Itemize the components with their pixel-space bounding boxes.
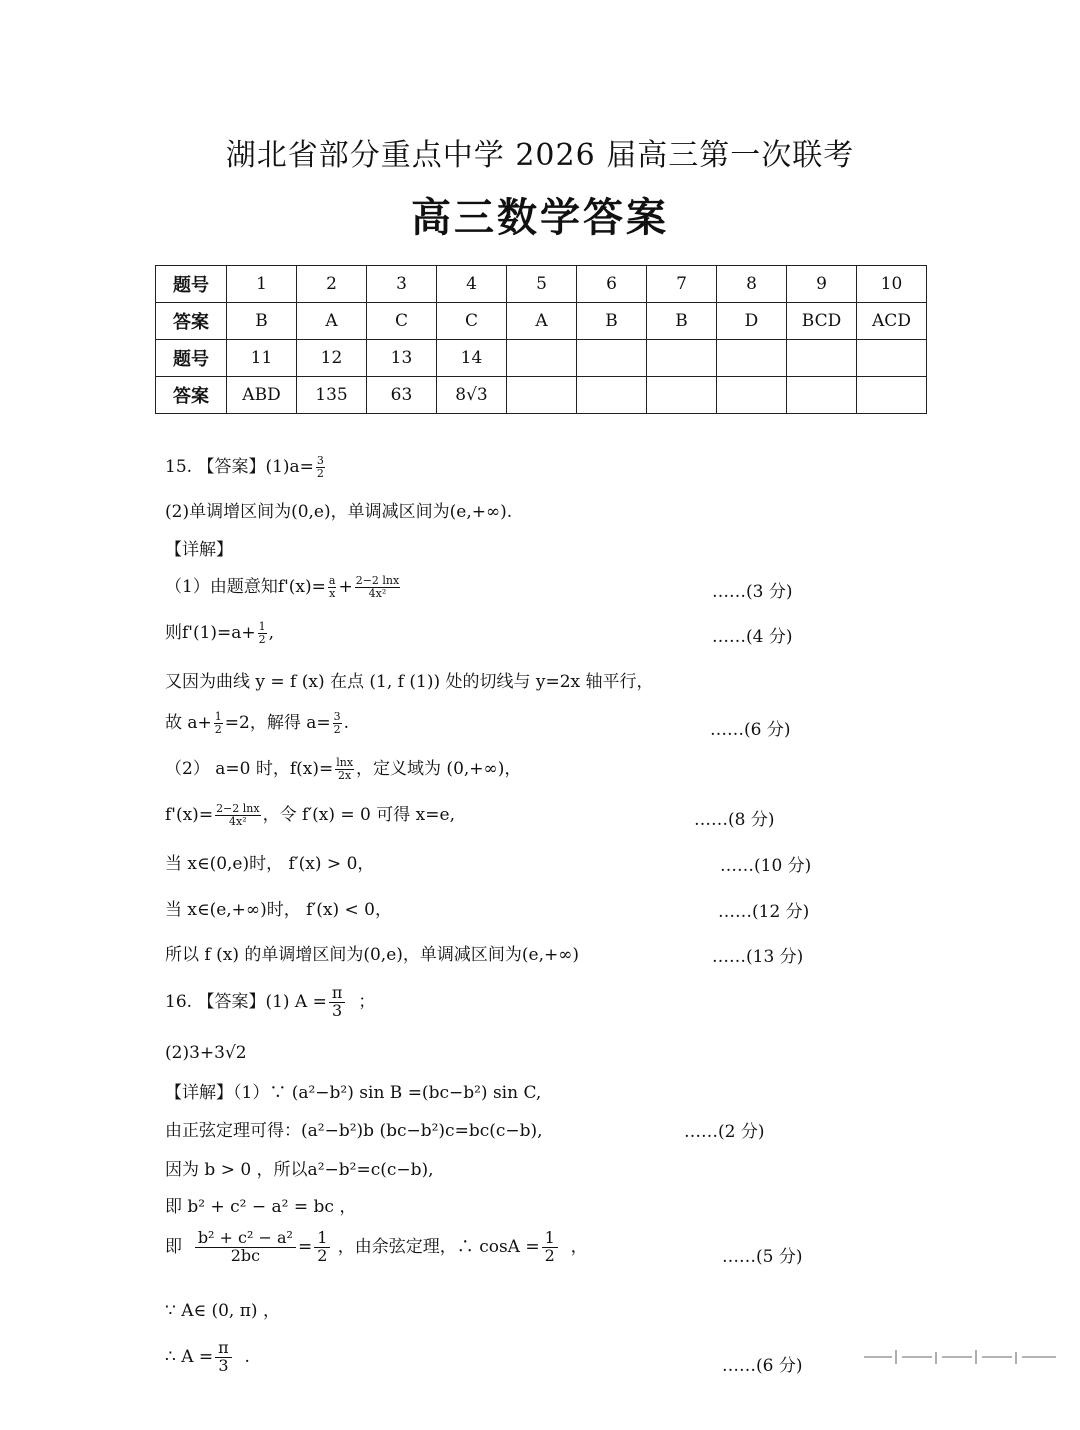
row-label-answer: 答案 (156, 377, 227, 414)
q15-step-1: （1）由题意知f'(x)= $\frac{a}{x}$ + $\frac{2-2 \ln x}{\text{4x²}}$ (165, 574, 400, 600)
answer-cell: A (297, 303, 367, 340)
fraction: $\frac{2-2 \ln x}{\text{4x²}}$ (355, 574, 400, 600)
exam-title: 湖北省部分重点中学 2026 届高三第一次联考 (225, 138, 855, 173)
fraction: $\frac{\ln x}{2x}$ (336, 756, 354, 782)
fraction: $\frac{3}{2}$ (333, 710, 341, 736)
score-points: ……(13 分) (712, 947, 804, 967)
score-points: ……(10 分) (720, 856, 812, 876)
score-points: ……(3 分) (712, 582, 793, 602)
empty-cell (507, 377, 577, 414)
answer-title: 高三数学答案 (411, 194, 669, 241)
fraction: $\frac{a}{x}$ (328, 574, 336, 600)
q15-step-4: 故 a+ $\frac{1}{2}$ =2，解得 a= $\frac{3}{2}$ . (165, 710, 350, 736)
answer-cell: B (647, 303, 717, 340)
q15-step-2: 则f'(1)=a+ $\frac{1}{2}$ , (165, 620, 275, 646)
score-points: ……(2 分) (684, 1122, 765, 1142)
q15-answer-label: 15. 【答案】(1)a= (165, 457, 314, 477)
fraction: $\frac{1}{2}$ (542, 1230, 558, 1265)
empty-cell (577, 377, 647, 414)
score-points: ……(5 分) (722, 1247, 803, 1267)
score-points: ……(6 分) (710, 720, 791, 740)
empty-cell (787, 377, 857, 414)
table-row (156, 266, 927, 303)
empty-cell (647, 340, 717, 377)
q15-step-9: 所以 f (x) 的单调增区间为(0,e)，单调减区间为(e,+∞) (165, 945, 580, 965)
question-number: 14 (437, 340, 507, 377)
answer-cell: 135 (297, 377, 367, 414)
fraction: $\frac{1}{2}$ (314, 1230, 330, 1265)
table-row (156, 340, 927, 377)
answer-table (155, 265, 927, 414)
q15-step-7: 当 x∈(0,e)时， f′(x) > 0， (165, 854, 375, 874)
q16-answer-part2: (2)3+3√2 (165, 1043, 247, 1063)
answer-cell: 8√3 (437, 377, 507, 414)
table-row (156, 303, 927, 340)
answer-cell: D (717, 303, 787, 340)
fraction: $\frac{1}{2}$ (258, 620, 266, 646)
answer-cell: B (227, 303, 297, 340)
question-number: 11 (227, 340, 297, 377)
q15-step-5: （2） a=0 时，f(x)= $\frac{\ln x}{2x}$ ，定义域为 (0,+∞)， (165, 756, 522, 782)
question-number: 12 (297, 340, 367, 377)
question-number: 7 (647, 266, 717, 303)
answer-cell: BCD (787, 303, 857, 340)
q16-step-3: 因为 b > 0 ，所以a²−b²=c(c−b), (165, 1160, 434, 1180)
empty-cell (717, 377, 787, 414)
table-row (156, 377, 927, 414)
fraction: $\frac{3}{2}$ (316, 454, 324, 480)
answer-cell: B (577, 303, 647, 340)
question-number: 5 (507, 266, 577, 303)
q15-answer-part2: (2)单调增区间为(0,e)，单调减区间为(e,+∞). (165, 502, 513, 522)
answer-cell: 63 (367, 377, 437, 414)
watermark-glyph (862, 1346, 1058, 1368)
q16-step-4: 即 b² + c² − a² = bc ， (165, 1197, 357, 1217)
row-label-answer: 答案 (156, 303, 227, 340)
q15-detail-label: 【详解】 (165, 540, 233, 560)
q15-step-8: 当 x∈(e,+∞)时， f′(x) < 0， (165, 900, 392, 920)
question-number: 6 (577, 266, 647, 303)
question-number: 10 (857, 266, 927, 303)
question-number: 2 (297, 266, 367, 303)
empty-cell (857, 340, 927, 377)
fraction: $\frac{\pi}{3}$ (329, 985, 346, 1020)
fraction: $\frac{\text{b² + c² − a²}}{2bc}$ (195, 1230, 296, 1265)
question-number: 4 (437, 266, 507, 303)
answer-cell: C (437, 303, 507, 340)
q16-step-2: 由正弦定理可得：(a²−b²)b (bc−b²)c=bc(c−b), (165, 1121, 543, 1141)
q15-answer-line (165, 452, 327, 480)
empty-cell (787, 340, 857, 377)
score-points: ……(4 分) (712, 627, 793, 647)
fraction: $\frac{\pi}{3}$ (215, 1340, 232, 1375)
row-label-question: 题号 (156, 340, 227, 377)
q16-step-6: ∵ A∈ (0, π) ， (165, 1301, 280, 1321)
answer-cell: ABD (227, 377, 297, 414)
q16-step-7: ∴ A = $\frac{\pi}{3}$ . (165, 1338, 250, 1375)
score-points: ……(6 分) (722, 1356, 803, 1376)
q15-step-3: 又因为曲线 y = f (x) 在点 (1, f (1)) 处的切线与 y=2x 轴平行， (165, 672, 654, 692)
question-number: 9 (787, 266, 857, 303)
empty-cell (577, 340, 647, 377)
score-points: ……(8 分) (694, 810, 775, 830)
question-number: 8 (717, 266, 787, 303)
q15-step-6: f'(x)= $\frac{2-2 \ln x}{\text{4x²}}$ ，令 f′(x) = 0 可得 x=e, (165, 802, 455, 828)
question-number: 1 (227, 266, 297, 303)
fraction: $\frac{1}{2}$ (214, 710, 222, 736)
empty-cell (647, 377, 717, 414)
q16-step-1: 【详解】（1）∵ (a²−b²) sin B =(bc−b²) sin C, (165, 1083, 542, 1103)
question-number: 13 (367, 340, 437, 377)
empty-cell (857, 377, 927, 414)
q16-answer-line: 16. 【答案】(1) A = $\frac{\pi}{3}$ ； (165, 983, 376, 1020)
empty-cell (717, 340, 787, 377)
answer-cell: C (367, 303, 437, 340)
row-label-question: 题号 (156, 266, 227, 303)
score-points: ……(12 分) (718, 902, 810, 922)
answer-cell: A (507, 303, 577, 340)
empty-cell (507, 340, 577, 377)
answer-cell: ACD (857, 303, 927, 340)
question-number: 3 (367, 266, 437, 303)
fraction: $\frac{2-2 \ln x}{\text{4x²}}$ (216, 802, 260, 828)
q16-step-5: 即 $\frac{\text{b² + c² − a²}}{2bc}$ = $\frac{1}{2}$ ，由余弦定理，∴ cosA = $\frac{1}{2}$ ， (165, 1228, 588, 1265)
